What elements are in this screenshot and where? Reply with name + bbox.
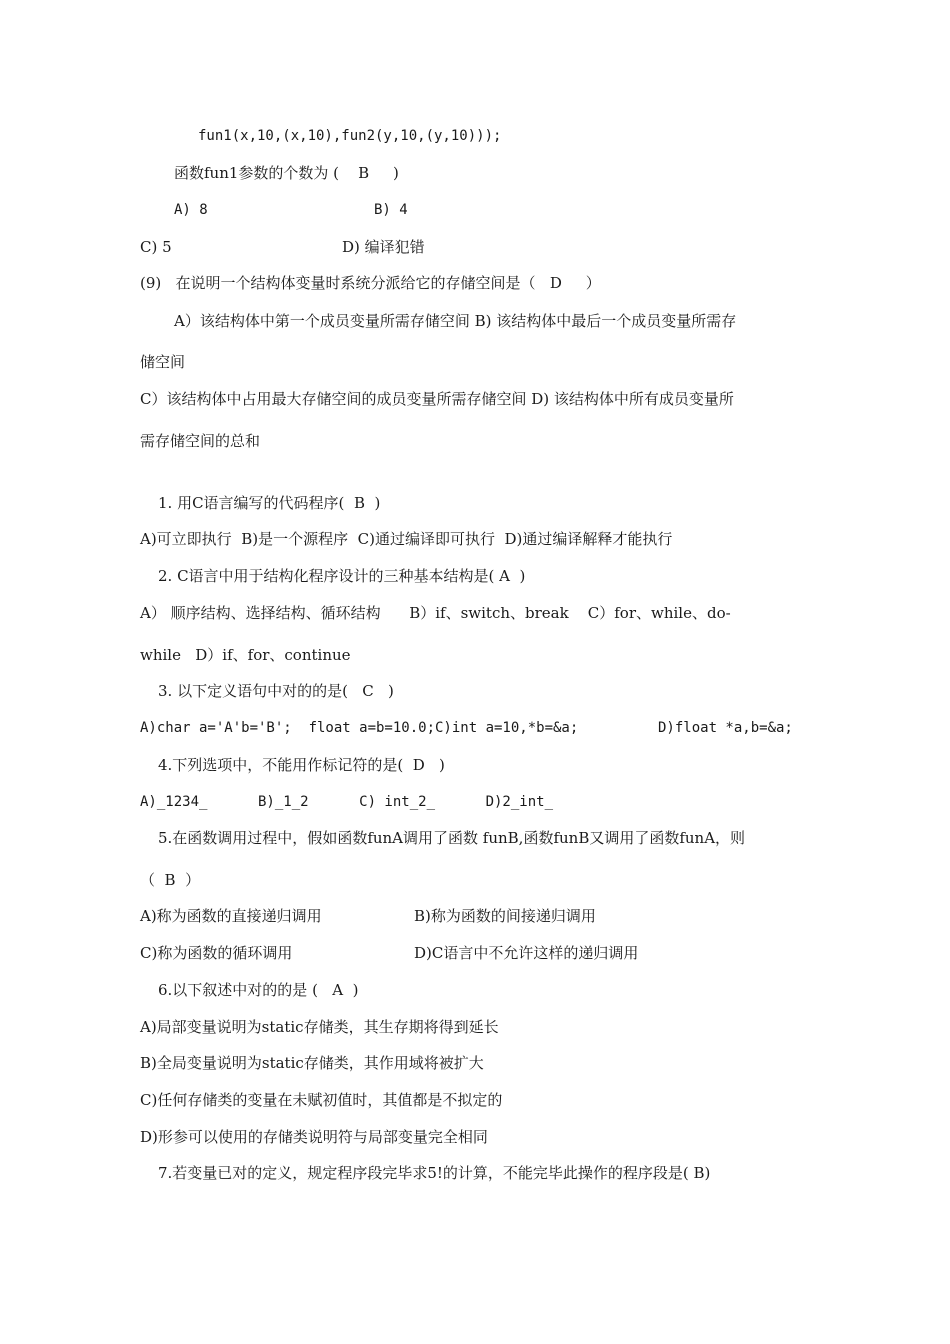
option-b xyxy=(0,1053,950,1073)
text-line: 5.在函数调用过程中，假如函数funA调用了函数 funB,函数funB又调用了函数funA，则 xyxy=(158,829,746,847)
options-line xyxy=(0,792,950,812)
text-line: B)全局变量说明为static存储类，其作用域将被扩大 xyxy=(140,1054,484,1072)
options-line xyxy=(0,389,950,409)
options-line xyxy=(0,431,950,451)
option-b: B) 4 xyxy=(374,202,408,218)
text-line: 2. C语言中用于结构化程序设计的三种基本结构是( A ) xyxy=(158,567,526,585)
options-line xyxy=(0,529,950,549)
question-line xyxy=(0,163,950,183)
options-line xyxy=(0,603,950,623)
options-row xyxy=(0,906,950,926)
options-row xyxy=(0,237,950,257)
options-line xyxy=(0,645,950,665)
option-c xyxy=(0,1090,950,1110)
code-line xyxy=(0,126,950,146)
option-d: D)C语言中不允许这样的递归调用 xyxy=(414,944,639,962)
question-line xyxy=(0,273,950,293)
question-line xyxy=(0,566,950,586)
text-line: （ B ） xyxy=(140,871,201,889)
text-line: C)任何存储类的变量在未赋初值时，其值都是不拟定的 xyxy=(140,1091,503,1109)
text-line: A）该结构体中第一个成员变量所需存储空间 B) 该结构体中最后一个成员变量所需存 xyxy=(174,312,737,330)
question-line xyxy=(0,828,950,848)
text-line: (9) 在说明一个结构体变量时系统分派给它的存储空间是（ D ） xyxy=(140,274,601,292)
option-d: D) 编译犯错 xyxy=(342,238,425,256)
option-a: A)称为函数的直接递归调用 xyxy=(140,907,322,925)
options-row xyxy=(0,718,950,738)
options-row xyxy=(0,943,950,963)
options-line xyxy=(0,352,950,372)
text-line: 4.下列选项中，不能用作标记符的是( D ) xyxy=(158,756,445,774)
question-line xyxy=(0,493,950,513)
text-line: A)_1234_ B)_1_2 C) int_2_ D)2_int_ xyxy=(140,794,554,810)
text-line: 函数fun1参数的个数为 ( B ) xyxy=(174,164,399,182)
text-line: 1. 用C语言编写的代码程序( B ) xyxy=(158,494,381,512)
text-line: D)形参可以使用的存储类说明符与局部变量完全相同 xyxy=(140,1128,488,1146)
option-c: C) 5 xyxy=(140,238,172,256)
text-line: 需存储空间的总和 xyxy=(140,432,261,450)
text-line: while D）if、for、continue xyxy=(140,646,351,664)
options-line xyxy=(0,311,950,331)
text-line: 6.以下叙述中对的的是 ( A ) xyxy=(158,981,359,999)
text-line: A)可立即执行 B)是一个源程序 C)通过编译即可执行 D)通过编译解释才能执行 xyxy=(140,530,673,548)
option-a xyxy=(0,1017,950,1037)
text-line: A） 顺序结构、选择结构、循环结构 B）if、switch、break C）for、while、do- xyxy=(140,604,731,622)
question-line xyxy=(0,755,950,775)
text-line: 3. 以下定义语句中对的的是( C ) xyxy=(158,682,394,700)
option-a: A) 8 xyxy=(174,202,208,218)
text-line: A)局部变量说明为static存储类，其生存期将得到延长 xyxy=(140,1018,499,1036)
option-d xyxy=(0,1127,950,1147)
text-line: fun1(x,10,(x,10),fun2(y,10,(y,10))); xyxy=(198,128,502,144)
text-line: A)char a='A'b='B'; float a=b=10.0;C)int a=10,*b=&a; xyxy=(140,720,579,736)
question-line xyxy=(0,870,950,890)
options-row xyxy=(0,200,950,220)
option-d: D)float *a,b=&a; xyxy=(658,720,793,736)
text-line: C）该结构体中占用最大存储空间的成员变量所需存储空间 D) 该结构体中所有成员变量所 xyxy=(140,390,734,408)
question-line xyxy=(0,1163,950,1183)
text-line: 储空间 xyxy=(140,353,186,371)
option-b: B)称为函数的间接递归调用 xyxy=(414,907,596,925)
question-line xyxy=(0,980,950,1000)
text-line: 7.若变量已对的定义，规定程序段完毕求5!的计算，不能完毕此操作的程序段是( B) xyxy=(158,1164,711,1182)
question-line xyxy=(0,681,950,701)
option-c: C)称为函数的循环调用 xyxy=(140,944,293,962)
